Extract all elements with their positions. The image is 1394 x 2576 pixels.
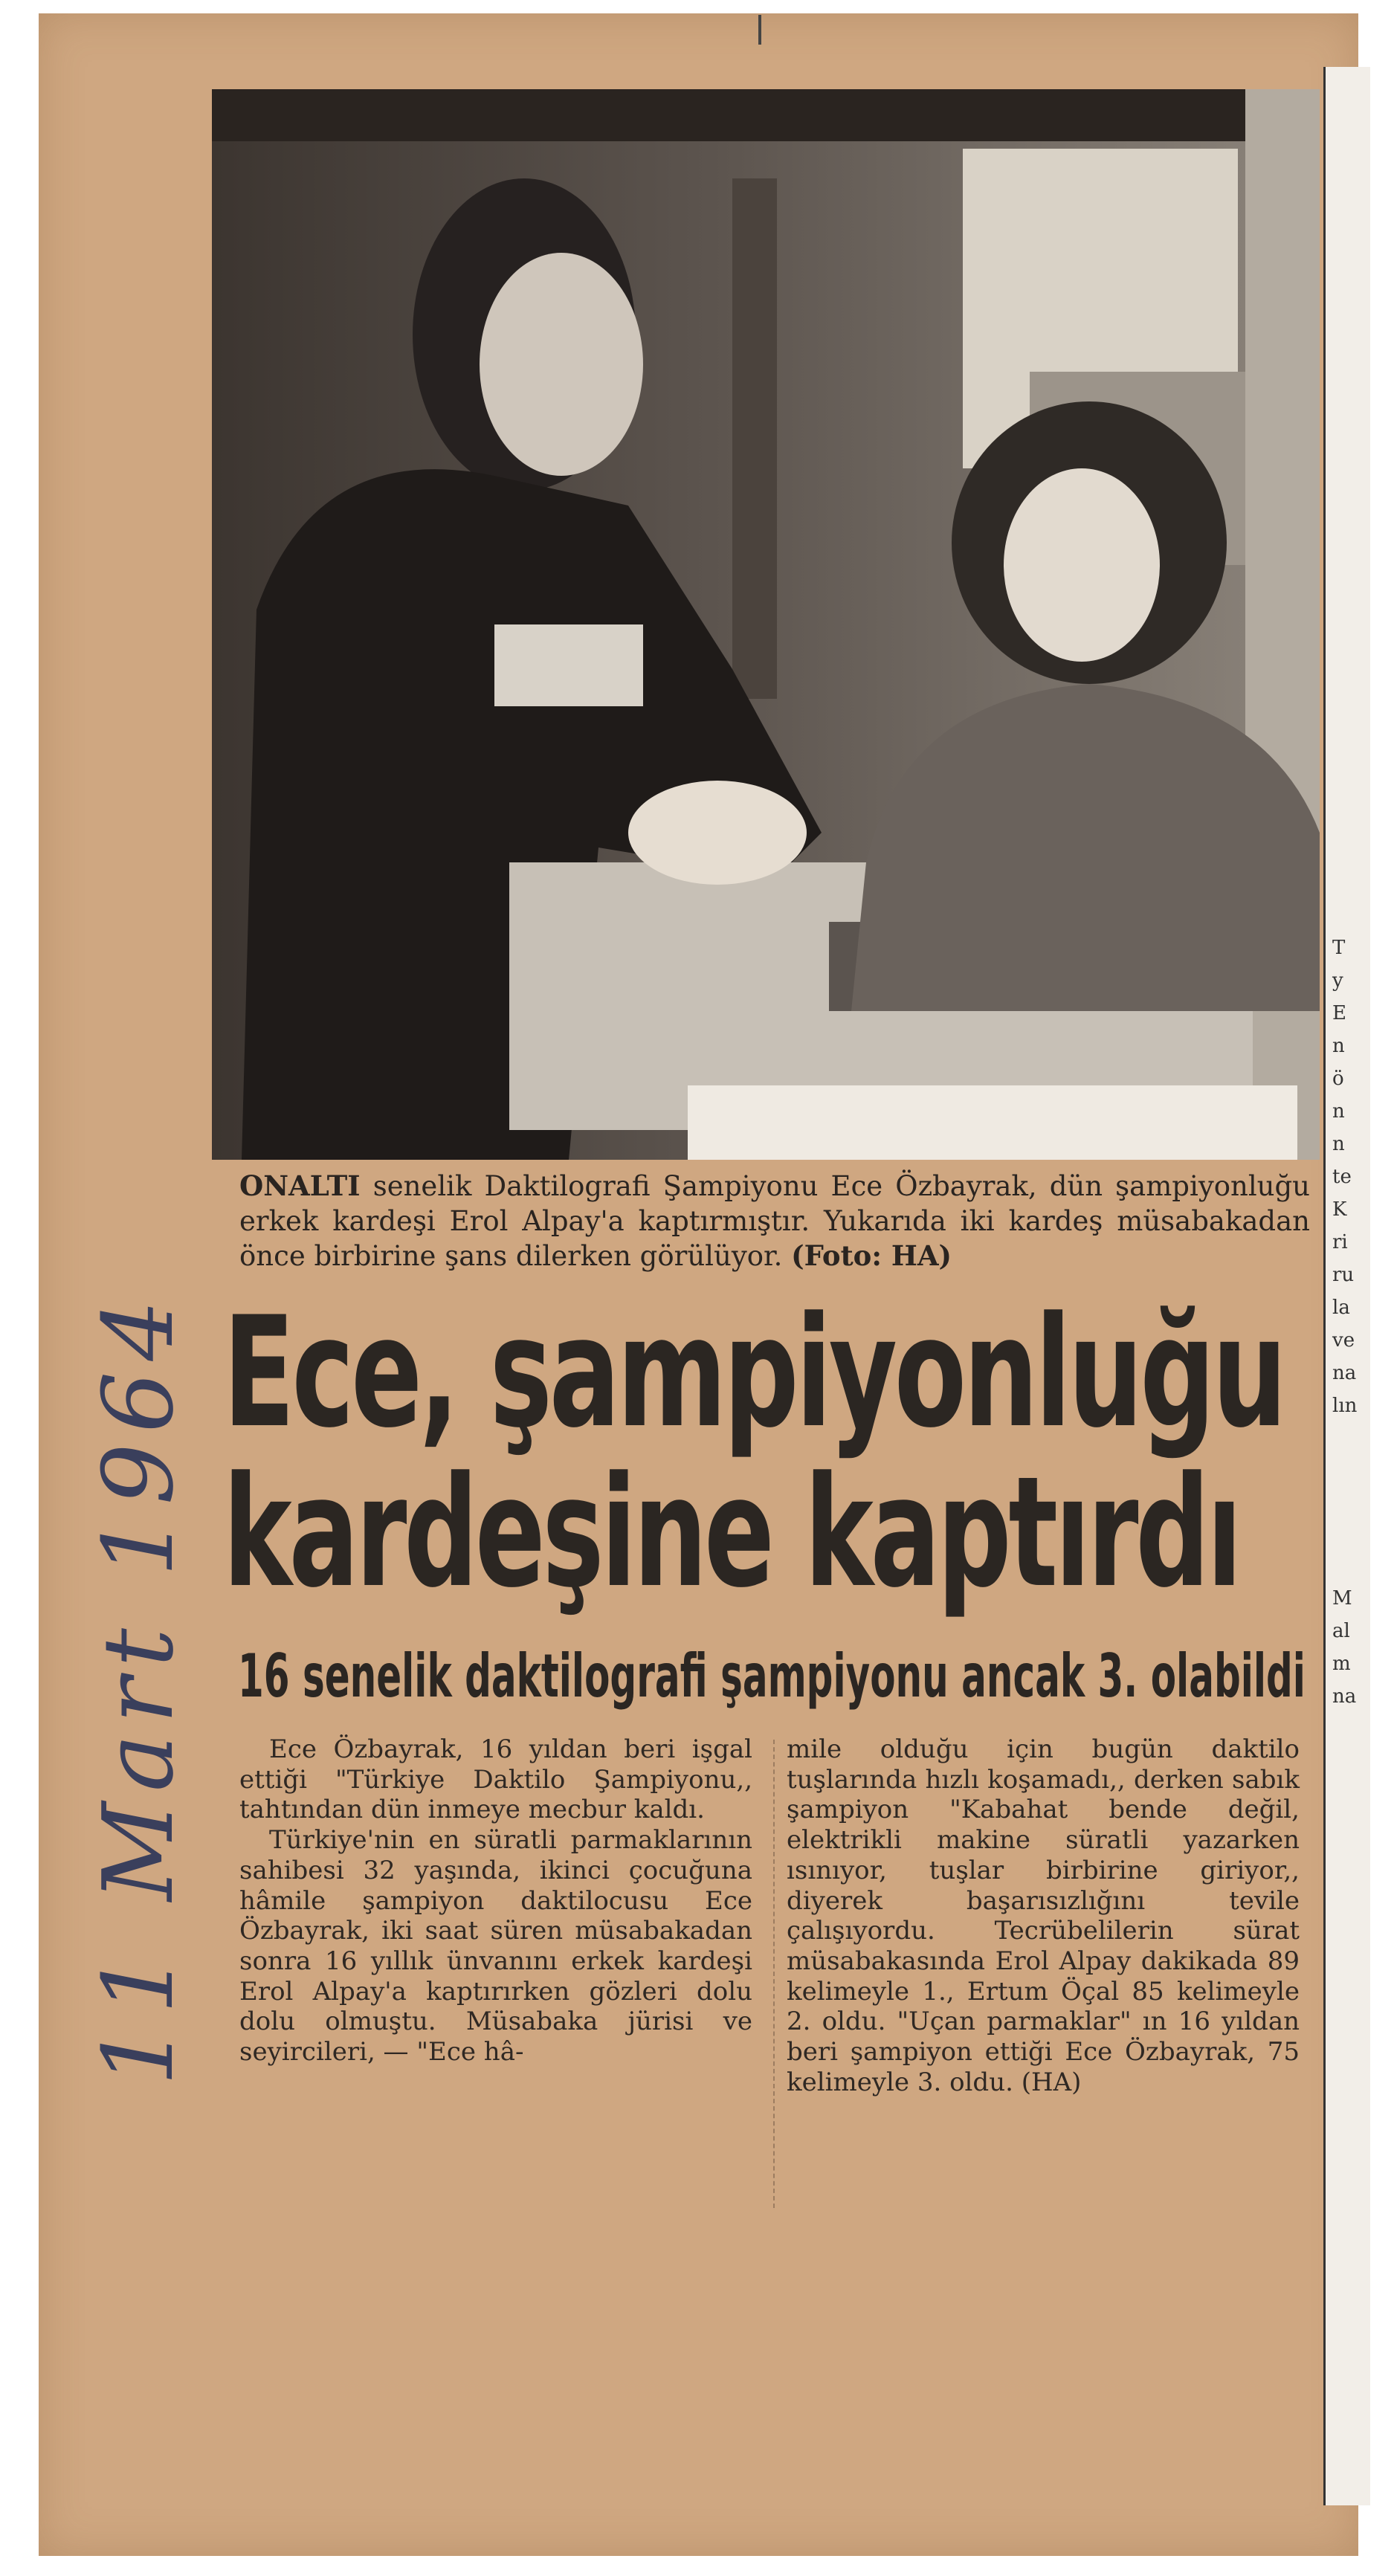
caption-lead: ONALTI [239, 1169, 361, 1202]
neighbor-letter: n [1332, 1035, 1345, 1057]
neighbor-letter: ö [1332, 1068, 1344, 1090]
article-paragraph: Ece Özbayrak, 16 yıldan beri işgal ettiği "Türkiye Daktilo Şampiyonu,, tahtından dün inmeye mecbur kaldı. [239, 1734, 752, 1825]
neighbor-letter: ru [1332, 1264, 1355, 1286]
headline-line-1: Ece, şampiyonluğu [223, 1285, 1285, 1462]
news-photo [212, 89, 1320, 1160]
neighbor-letter: n [1332, 1100, 1345, 1123]
handwritten-date-note [45, 1204, 208, 2111]
neighbor-letter: ri [1332, 1231, 1348, 1253]
neighbor-letter: al [1332, 1620, 1350, 1642]
neighbor-letter: K [1332, 1198, 1347, 1221]
article-column-left [239, 1734, 752, 2067]
neighbor-letter: m [1332, 1653, 1351, 1675]
caption-credit: (Foto: HA) [791, 1239, 952, 1272]
neighbor-letter: y [1332, 969, 1343, 992]
neighbor-letter: la [1332, 1297, 1350, 1319]
neighbor-letter: T [1332, 937, 1346, 959]
handwritten-date-text: 11 Mart 1964 [82, 1289, 195, 2086]
photo-caption [239, 1169, 1310, 1274]
article-paragraph: Türkiye'nin en süratli parmaklarının sahibesi 32 yaşında, ikinci çocuğuna hâmile şampiyon daktilocusu Ece Özbayrak, iki saat süren müsabakadan sonra 16 yıllık ünvanını erkek kardeşi Erol Alpay'a kaptırırken gözleri dolu dolu olmuştu. Müsabaka jürisi ve seyircileri, — "Ece hâ- [239, 1825, 752, 2067]
neighbor-letter: lın [1332, 1395, 1358, 1417]
photo-icon [212, 89, 1320, 1160]
neighbor-letter: n [1332, 1133, 1345, 1155]
neighbor-letter: na [1332, 1362, 1357, 1384]
neighbor-letter: ve [1332, 1329, 1355, 1352]
caption-text: senelik Daktilografi Şampiyonu Ece Özbayrak, dün şampiyonluğu erkek kardeşi Erol Alpay'a kaptırmıştır. Yukarıda iki kardeş müsabakadan önce birbirine şans dilerken görülüyor. [239, 1170, 1311, 1272]
article-paragraph: mile olduğu için bugün daktilo tuşlarında hızlı koşamadı,, derken sabık şampiyon "Kabahat bende değil, elektrikli makine süratli yazarken ısınıyor, tuşlar birbirine giriyor,, diyerek başarısızlığını tevile çalışıyordu. Tecrübelilerin sürat müsabakasında Erol Alpay dakikada 89 kelimeyle 1., Ertum Öçal 85 kelimeyle 2. oldu. "Uçan parmaklar" ın 16 yıldan beri şampiyon ettiği Ece Özbayrak, 75 kelimeyle 3. oldu. (HA) [787, 1734, 1300, 2097]
neighbor-letter: te [1332, 1166, 1352, 1188]
top-mark [758, 15, 761, 45]
subheadline: 16 senelik daktilografi şampiyonu ancak 3. olabildi [238, 1642, 1306, 1711]
headline-line-2: kardeşine kaptırdı [223, 1444, 1239, 1621]
neighbor-letter: na [1332, 1685, 1357, 1708]
column-divider [773, 1740, 775, 2208]
neighbor-letter: M [1332, 1587, 1352, 1610]
neighbor-letter: E [1332, 1002, 1346, 1024]
article-column-right [787, 1734, 1300, 2097]
